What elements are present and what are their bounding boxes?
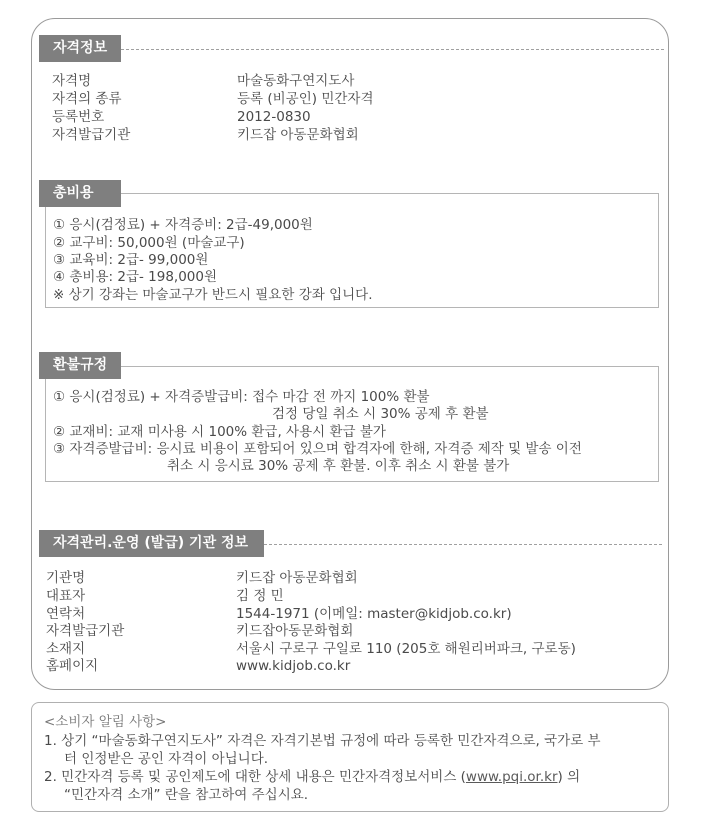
row-key: 대표자 <box>46 588 86 604</box>
cost-line: ③ 교육비: 2급- 99,000원 <box>53 252 209 268</box>
refund-line: ③ 자격증발급비: 응시료 비용이 포함되어 있으며 합격자에 한해, 자격증 제작 및 발송 이전 <box>53 441 582 457</box>
refund-line: 취소 시 응시료 30% 공제 후 환불. 이후 취소 시 환불 불가 <box>167 458 510 474</box>
row-value: 키드잡 아동문화협회 <box>237 127 359 143</box>
cost-section-title: 총비용 <box>39 180 121 207</box>
row-key: 자격명 <box>52 73 92 89</box>
cost-line: ① 응시(검정료) + 자격증비: 2급-49,000원 <box>53 217 313 233</box>
notice-item-2 <box>44 768 580 786</box>
notice-item-1-cont: 터 인정받은 공인 자격이 아닙니다. <box>64 751 269 767</box>
row-key: 연락처 <box>46 606 86 622</box>
row-key: 자격발급기관 <box>46 623 125 639</box>
row-key: 자격발급기관 <box>52 127 131 143</box>
info-card <box>31 18 669 690</box>
notice-item-2-text: 2. 민간자격 등록 및 공인제도에 대한 상세 내용은 민간자격정보서비스 ( <box>44 769 466 785</box>
row-value: 1544-1971 (이메일: master@kidjob.co.kr) <box>236 606 512 622</box>
cost-line: ② 교구비: 50,000원 (마술교구) <box>53 235 245 251</box>
row-value: 2012-0830 <box>237 109 311 125</box>
notice-item-2-text-end: ) 의 <box>557 769 581 785</box>
row-value: 김 정 민 <box>236 588 284 604</box>
pqi-link[interactable]: www.pqi.or.kr <box>465 769 558 785</box>
agency-divider <box>264 544 662 545</box>
row-key: 소재지 <box>46 641 86 657</box>
refund-section-title: 환불규정 <box>39 352 121 379</box>
row-value: 등록 (비공인) 민간자격 <box>237 91 374 107</box>
qualification-divider <box>121 49 664 50</box>
row-value: 마술동화구연지도사 <box>237 73 355 89</box>
qualification-section-title: 자격정보 <box>39 35 121 62</box>
agency-section-title: 자격관리.운영 (발급) 기관 정보 <box>39 530 264 557</box>
row-value: 키드잡아동문화협회 <box>236 623 354 639</box>
refund-line: ① 응시(검정료) + 자격증발급비: 접수 마감 전 까지 100% 환불 <box>53 389 430 405</box>
cost-line: ④ 총비용: 2급- 198,000원 <box>53 269 218 285</box>
refund-line: ② 교재비: 교재 미사용 시 100% 환급, 사용시 환급 불가 <box>53 424 386 440</box>
row-key: 등록번호 <box>52 109 105 125</box>
notice-item-2-cont: “민간자격 소개” 란을 참고하여 주십시요. <box>64 787 309 803</box>
homepage-link[interactable]: www.kidjob.co.kr <box>236 658 351 674</box>
cost-note: ※ 상기 강좌는 마술교구가 반드시 필요한 강좌 입니다. <box>53 287 373 303</box>
row-value: 키드잡 아동문화협회 <box>236 570 358 586</box>
row-key: 홈페이지 <box>46 658 99 674</box>
row-value: 서울시 구로구 구일로 110 (205호 해원리버파크, 구로동) <box>236 641 576 657</box>
row-key: 기관명 <box>46 570 86 586</box>
refund-line: 검정 당일 취소 시 30% 공제 후 환불 <box>272 406 489 422</box>
notice-heading: <소비자 알림 사항> <box>44 714 167 730</box>
row-key: 자격의 종류 <box>52 91 122 107</box>
notice-item-1: 1. 상기 “마술동화구연지도사” 자격은 자격기본법 규정에 따라 등록한 민간자격으로, 국가로 부 <box>44 733 601 749</box>
